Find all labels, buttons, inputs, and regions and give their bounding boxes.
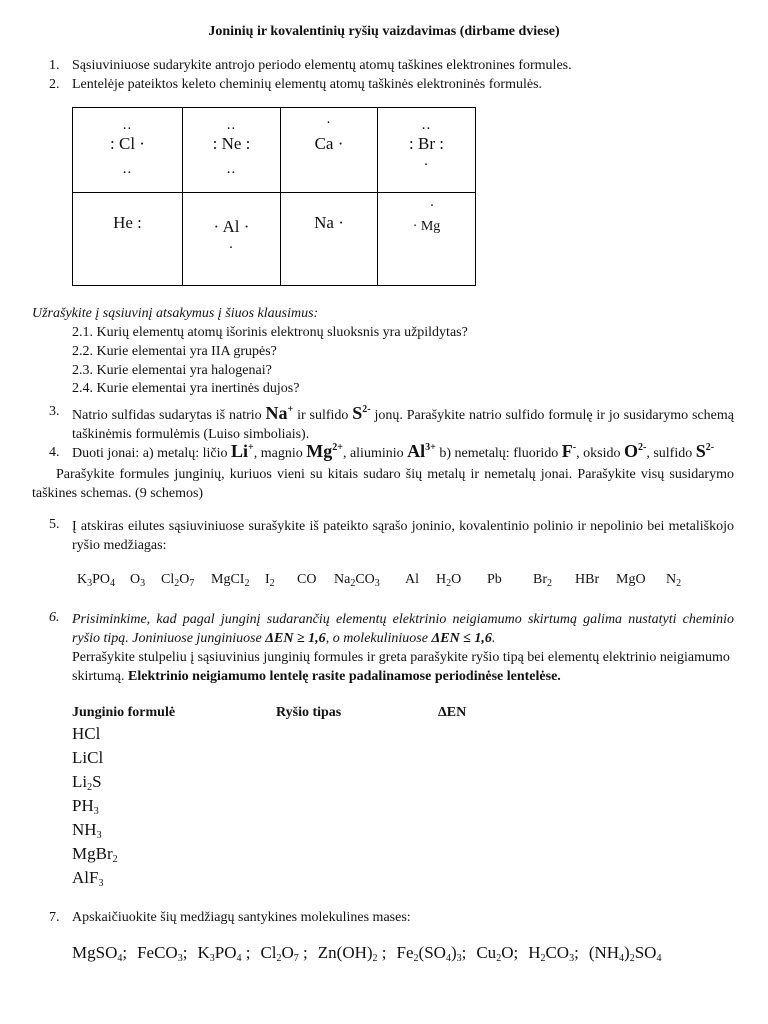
- substance-formula: Pb: [487, 572, 502, 587]
- col-header-delta-en: ΔEN: [438, 705, 467, 720]
- substance-formula: Al: [405, 572, 419, 587]
- lewis-cell-na: [281, 193, 378, 286]
- mass-formula: MgSO$_4$;: [72, 943, 128, 964]
- ion-na: Na: [265, 403, 288, 423]
- mass-formula-list: [72, 943, 671, 964]
- page-title: Joninių ir kovalentinių ryšių vaizdavimas (dirbame dviese): [208, 24, 560, 39]
- cell-dots-top: ·: [429, 198, 436, 214]
- compound-formula: $NH_3$: [72, 820, 102, 841]
- cell-symbol: · Mg: [412, 219, 441, 234]
- compound-formula: HCl: [72, 724, 101, 743]
- item-5-number: 5.: [49, 517, 60, 532]
- cell-dots-top: ..: [226, 117, 237, 133]
- cell-dots-top: ..: [122, 117, 133, 133]
- item-2-text: Lentelėje pateiktos keleto cheminių elementų atomų taškinės elektroninės formulės.: [72, 77, 543, 92]
- substance-formula: MgCI$_2$: [211, 572, 250, 589]
- cell-symbol: : Cl ·: [110, 134, 145, 153]
- mass-formula: $Cl_2O_7$ ;: [260, 943, 308, 964]
- question-2-3: 2.3. Kurie elementai yra halogenai?: [72, 363, 272, 378]
- item-6-reminder: Prisiminkime, kad pagal junginį sudarančių elementų elektrinio neigiamumo skirtumą galima nustatyti cheminio ryšio tipą. Joniniuose junginiuose ΔEN ≥ 1,6, o molekuliniuose ΔEN ≤ 1,6.: [72, 612, 734, 646]
- item-6-instructions: Perrašykite stulpeliu į sąsiuvinius junginių formules ir greta parašykite ryšio tipą bei elementų elektrinio neigiamumo skirtumą. Elektrinio neigiamumo lentelę rasite padalinamose periodinėse lentelėse.: [72, 650, 730, 684]
- substance-formula: HBr: [575, 572, 600, 587]
- compound-formula: $PH_3$: [72, 796, 99, 817]
- cell-symbol: He :: [113, 213, 142, 232]
- cell-dots-bottom: ..: [226, 161, 237, 177]
- substance-formula: CO: [297, 572, 317, 587]
- item-3-text: Natrio sulfidas sudarytas iš natrio Na+ ir sulfido $S^{2-}$ jonų. Parašykite natrio sulfido formulę ir jo susidarymo schemą taškinėmis formulėmis (Luiso simboliais).: [72, 403, 734, 442]
- substance-formula: $N_2$: [666, 572, 682, 589]
- item-1-text: Sąsiuviniuose sudarykite antrojo periodo elementų atomų taškines elektronines formules.: [72, 58, 572, 73]
- substance-formula: MgO: [616, 572, 646, 587]
- item-6-number: 6.: [49, 610, 60, 625]
- cell-symbol: : Br :: [409, 134, 444, 153]
- lewis-cell-br: [378, 108, 476, 193]
- lewis-cell-al: [183, 193, 281, 286]
- question-2-1: 2.1. Kurių elementų atomų išorinis elektronų sluoksnis yra užpildytas?: [72, 325, 468, 340]
- questions-intro: Užrašykite į sąsiuvinį atsakymus į šiuos klausimus:: [32, 306, 319, 321]
- mass-formula: $H_2CO_3$;: [528, 943, 579, 964]
- mass-formula: $Fe_2(SO_4)_3$;: [396, 943, 467, 964]
- item-7-number: 7.: [49, 910, 60, 925]
- compound-formula: AlF$_3$: [72, 868, 104, 889]
- lewis-cell-ne: [183, 108, 281, 193]
- item-4-ions: Duoti jonai: a) metalų: ličio Li+, magnio $Mg^{2+}$, aliuminio $Al^{3+}$ b) nemetalų: fluorido F-, oksido $O^{2-}$, sulfido $S^{2-}$: [72, 441, 715, 461]
- ion-s: S: [352, 403, 363, 423]
- item-2-number: 2.: [49, 77, 60, 92]
- substance-formula: $K_3PO_4$: [77, 572, 116, 589]
- lewis-cell-ca: [281, 108, 378, 193]
- lewis-cell-mg: [378, 193, 476, 286]
- lewis-cell-he: [73, 193, 183, 286]
- cell-dots-top: ..: [421, 117, 432, 133]
- item-7-text: Apskaičiuokite šių medžiagų santykines molekulines mases:: [72, 910, 411, 925]
- question-2-4: 2.4. Kurie elementai yra inertinės dujos?: [72, 381, 300, 396]
- substance-formula: $I_2$: [265, 572, 275, 589]
- lewis-table: [72, 107, 476, 286]
- substance-formula: $Na_2CO_3$: [334, 572, 380, 589]
- col-header-formula: Junginio formulė: [72, 705, 176, 720]
- mass-formula: $Zn(OH)_2$ ;: [317, 943, 387, 964]
- mass-formula: FeCO$_3$;: [137, 943, 188, 964]
- compound-formula: $Li_2S$: [72, 772, 102, 793]
- cell-dots-top: ·: [326, 115, 332, 131]
- compound-formula: MgBr$_2$: [72, 844, 118, 865]
- item-3-number: 3.: [49, 404, 60, 419]
- substance-formula: $Cl_2O_7$: [161, 572, 195, 589]
- col-header-bond-type: Ryšio tipas: [276, 705, 342, 720]
- cell-dots-bottom: ..: [122, 161, 133, 177]
- item-4-instructions: Parašykite formules junginių, kuriuos vieni su kitais sudaro šių metalų ir nemetalų jonai. Parašykite visų susidarymo taškines schemas. (9 schemos): [32, 467, 734, 501]
- mass-formula: $Cu_2O$;: [476, 943, 519, 964]
- item-4-number: 4.: [49, 445, 60, 460]
- cell-dots-bottom: ·: [228, 240, 235, 256]
- item-1-number: 1.: [49, 58, 60, 73]
- lewis-cell-cl: [73, 108, 183, 193]
- item-5-text: Į atskiras eilutes sąsiuviniuose surašykite iš pateikto sąrašo joninio, kovalentinio polinio ir nepolinio bei metališkojo ryšio medžiagas:: [72, 519, 734, 553]
- question-2-2: 2.2. Kurie elementai yra IIA grupės?: [72, 344, 277, 359]
- mass-formula: $K_3PO_4$ ;: [197, 943, 251, 964]
- cell-symbol: · Al ·: [213, 217, 250, 236]
- substance-formula: $H_2O$: [436, 572, 462, 589]
- cell-symbol: Ca ·: [314, 134, 344, 153]
- cell-symbol: : Ne :: [212, 134, 251, 153]
- substance-formula: $Br_2$: [533, 572, 552, 589]
- cell-dots-bottom: ·: [423, 157, 430, 173]
- substance-formula: $O_3$: [130, 572, 146, 589]
- compound-formula: LiCl: [72, 748, 104, 767]
- mass-formula: $(NH_4)_2SO_4$: [588, 943, 662, 964]
- cell-symbol: Na ·: [314, 213, 344, 232]
